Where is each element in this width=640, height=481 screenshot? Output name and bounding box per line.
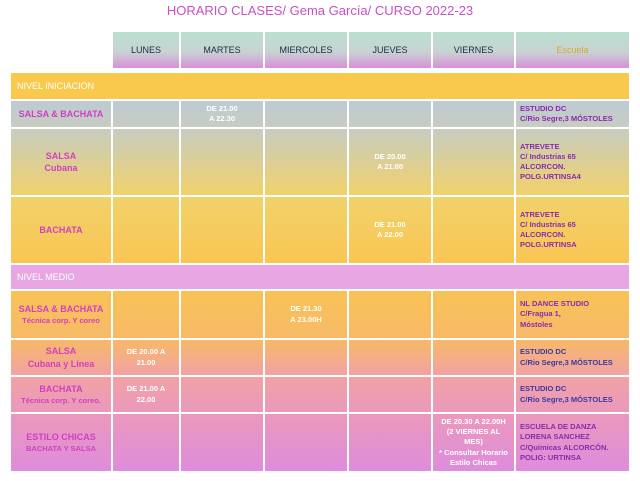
time-cell bbox=[264, 128, 348, 196]
time-cell bbox=[264, 376, 348, 413]
class-name: SALSA & BACHATA bbox=[18, 108, 104, 119]
class-name-cell bbox=[10, 128, 112, 196]
time-cell bbox=[264, 413, 348, 472]
time-cell: DE 21.30 A 23.00H bbox=[264, 290, 348, 339]
school-cell: ESCUELA DE DANZA LORENA SANCHEZ C/Químicas ALCORCÓN. POLIG: URTINSA bbox=[515, 413, 630, 472]
class-name: ESTILO CHICAS bbox=[26, 432, 96, 443]
time-cell: DE 20.00 A 21.00 bbox=[348, 128, 432, 196]
time-cell bbox=[112, 290, 180, 339]
school-cell: ESTUDIO DC C/Rio Segre,3 MÓSTOLES bbox=[515, 376, 630, 413]
class-name-cell bbox=[10, 196, 112, 264]
time-cell bbox=[112, 100, 180, 128]
time-cell bbox=[432, 196, 515, 264]
class-name: SALSA Cubana bbox=[44, 150, 78, 173]
time-cell bbox=[264, 100, 348, 128]
time-cell bbox=[348, 290, 432, 339]
school-cell: ESTUDIO DC C/Rio Segre,3 MÓSTOLES bbox=[515, 339, 630, 376]
class-name: SALSA Cubana y Línea bbox=[27, 346, 95, 369]
time-cell bbox=[432, 339, 515, 376]
time-cell bbox=[348, 339, 432, 376]
level-iniciacion: NIVEL INICIACION bbox=[10, 72, 630, 100]
page-title: HORARIO CLASES/ Gema García/ CURSO 2022-23 bbox=[166, 3, 474, 18]
time-cell bbox=[348, 376, 432, 413]
time-cell: DE 20.30 A 22.00H (2 VIERNES AL MES) * Consultar Horario Estilo Chicas bbox=[432, 413, 515, 472]
header-martes: MARTES bbox=[180, 31, 264, 69]
class-name-cell bbox=[10, 413, 112, 472]
school-cell: ESTUDIO DC C/Rio Segre,3 MÓSTOLES bbox=[515, 100, 630, 128]
time-cell bbox=[264, 339, 348, 376]
time-cell bbox=[180, 128, 264, 196]
school-cell: NL DANCE STUDIO C/Fragua 1, Móstoles bbox=[515, 290, 630, 339]
class-name-cell bbox=[10, 290, 112, 339]
time-cell: DE 20.00 A 21.00 bbox=[112, 339, 180, 376]
time-cell bbox=[180, 413, 264, 472]
time-cell bbox=[180, 376, 264, 413]
class-subtitle: BACHATA Y SALSA bbox=[25, 443, 96, 453]
level-medio: NIVEL MEDIO bbox=[10, 264, 630, 290]
time-cell: DE 21.00 A 22.00 bbox=[112, 376, 180, 413]
time-cell bbox=[112, 196, 180, 264]
header-escuela: Escuela bbox=[515, 31, 630, 69]
class-name: SALSA & BACHATA bbox=[18, 304, 104, 315]
time-cell bbox=[432, 290, 515, 339]
class-name: BACHATA bbox=[39, 384, 83, 395]
time-cell bbox=[264, 196, 348, 264]
header-viernes: VIERNES bbox=[432, 31, 515, 69]
time-cell bbox=[432, 376, 515, 413]
time-cell bbox=[180, 339, 264, 376]
time-cell: DE 21.00 A 22.30 bbox=[180, 100, 264, 128]
time-cell bbox=[432, 128, 515, 196]
header-lunes: LUNES bbox=[112, 31, 180, 69]
time-cell bbox=[180, 290, 264, 339]
class-name-cell bbox=[10, 100, 112, 128]
header-jueves: JUEVES bbox=[348, 31, 432, 69]
time-cell: DE 21.00 A 22.00 bbox=[348, 196, 432, 264]
class-name-cell bbox=[10, 376, 112, 413]
school-cell: ATREVETE C/ Industrias 65 ALCORCON. POLG.URTINSA bbox=[515, 196, 630, 264]
class-subtitle: Técnica corp. Y coreo bbox=[22, 315, 100, 325]
school-cell: ATREVETE C/ Industrias 65 ALCORCON. POLG.URTINSA4 bbox=[515, 128, 630, 196]
time-cell bbox=[348, 413, 432, 472]
time-cell bbox=[112, 128, 180, 196]
time-cell bbox=[348, 100, 432, 128]
time-cell bbox=[432, 100, 515, 128]
header-miercoles: MIERCOLES bbox=[264, 31, 348, 69]
time-cell bbox=[180, 196, 264, 264]
class-subtitle: Técnica corp. Y coreo. bbox=[21, 395, 101, 405]
time-cell bbox=[112, 413, 180, 472]
class-name: BACHATA bbox=[39, 224, 83, 235]
class-name-cell bbox=[10, 339, 112, 376]
